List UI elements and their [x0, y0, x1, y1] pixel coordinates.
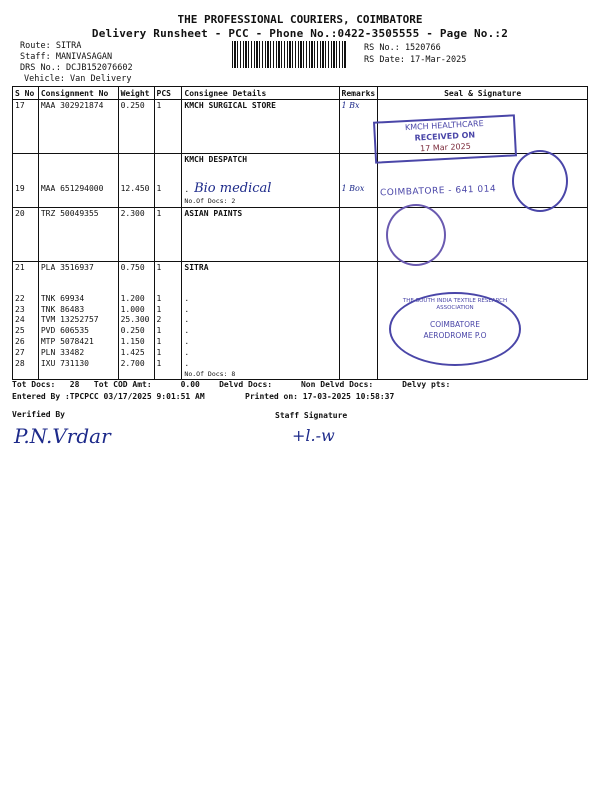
weight: 2.700 [120, 358, 145, 368]
staff-signature-label: Staff Signature [275, 411, 348, 420]
consignment-no: TVM 13252757 [40, 315, 99, 325]
printed-on: Printed on: 17-03-2025 10:58:37 [245, 392, 395, 401]
rs-date: RS Date: 17-Mar-2025 [364, 55, 467, 65]
detail-dot: . [184, 184, 190, 194]
sno: 24 [15, 315, 25, 325]
consignment-no: TNK 86483 [40, 304, 85, 314]
consignee-details: ASIAN PAINTS [182, 208, 339, 262]
consignee-details [182, 154, 339, 208]
round-seal [386, 204, 446, 266]
col-pcs: PCS [154, 87, 182, 100]
col-weight: Weight [118, 87, 154, 100]
weight: 25.300 [120, 315, 150, 325]
consignee-details: SITRA . . . . . . . No.Of Docs: 8 [182, 262, 339, 380]
kmch-received-stamp [373, 114, 517, 163]
sno: 27 [15, 347, 25, 357]
staff-label: Staff: MANIVASAGAN [20, 52, 113, 62]
staff-signature: +l.-w [292, 426, 335, 445]
consignee-name: KMCH DESPATCH [184, 155, 248, 164]
drs-number: DRS No.: DCJB152076602 [20, 63, 133, 73]
weight: 1.150 [120, 336, 145, 346]
pcs: 1 [156, 347, 162, 357]
remark [339, 262, 378, 380]
weight: 1.200 [120, 293, 145, 303]
sno: 17 [13, 100, 39, 154]
weight: 0.750 [120, 263, 145, 272]
entered-by: Entered By :TPCPCC 03/17/2025 9:01:51 AM [12, 392, 205, 401]
col-consignee: Consignee Details [182, 87, 339, 100]
barcode [232, 41, 346, 68]
verified-by-label: Verified By [12, 410, 65, 419]
sno-list [13, 262, 39, 380]
weight-list [118, 262, 154, 380]
weight: 1.000 [120, 304, 145, 314]
detail-dot: . [184, 358, 190, 368]
remark: 1 Bx [339, 100, 378, 154]
remark [339, 208, 378, 262]
col-seal: Seal & Signature [378, 87, 588, 100]
sno: 22 [15, 293, 25, 303]
col-consignment: Consignment No [38, 87, 118, 100]
consignment-list [38, 262, 118, 380]
handwritten-note: Bio medical [194, 180, 272, 196]
pcs: 1 [156, 263, 162, 272]
pcs: 1 [156, 293, 162, 303]
table-header-row [13, 87, 588, 100]
vehicle-label: Vehicle: Van Delivery [24, 74, 132, 84]
weight: 0.250 [120, 326, 145, 336]
sno: 23 [15, 304, 25, 314]
rs-number: RS No.: 1520766 [364, 43, 441, 53]
verified-signature: P.N.Vrdar [14, 424, 111, 448]
consignment-no: MAA 302921874 [38, 100, 118, 154]
stamp-text: COIMBATORE [430, 320, 480, 329]
sno: 19 [13, 154, 39, 208]
consignee-name: SITRA [184, 263, 209, 272]
consignment-no: MTP 5078421 [40, 336, 94, 346]
route-label: Route: SITRA [20, 41, 82, 51]
consignment-no: MAA 651294000 [38, 154, 118, 208]
pcs: 2 [156, 315, 162, 325]
stamp-text: KMCH HEALTHCARE [404, 118, 484, 133]
weight: 1.425 [120, 347, 145, 357]
consignment-no: TNK 69934 [40, 293, 85, 303]
stamp-text: RECEIVED ON [414, 130, 476, 143]
stamp-text: AERODROME P.O [423, 331, 487, 340]
weight: 0.250 [118, 100, 154, 154]
weight: 2.300 [118, 208, 154, 262]
pcs: 1 [156, 358, 162, 368]
sno: 26 [15, 336, 25, 346]
sno: 28 [15, 358, 25, 368]
consignee-details: KMCH SURGICAL STORE [182, 100, 339, 154]
weight: 12.450 [118, 154, 154, 208]
sitra-seal [389, 292, 521, 366]
consignment-no: IXU 731130 [40, 358, 89, 368]
consignment-no: PLA 3516937 [40, 263, 94, 272]
docs-count: No.Of Docs: 2 [184, 196, 236, 205]
pcs: 1 [156, 326, 162, 336]
table-row [13, 208, 588, 262]
stamp-city: COIMBATORE - 641 014 [379, 184, 497, 199]
col-sno: S No [13, 87, 39, 100]
pcs-list [154, 262, 182, 380]
remark: 1 Box [339, 154, 378, 208]
sno: 25 [15, 326, 25, 336]
pcs: 1 [154, 100, 182, 154]
kmch-round-seal [512, 150, 568, 212]
stamp-text: THE SOUTH INDIA TEXTILE RESEARCH ASSOCIATION [402, 298, 508, 311]
docs-count: No.Of Docs: 8 [184, 370, 236, 379]
col-remarks: Remarks [339, 87, 378, 100]
totals-line: Tot Docs: 28 Tot COD Amt: 0.00 Delvd Docs: Non Delvd Docs: Delvy pts: [12, 380, 451, 389]
consignment-no: PLN 33482 [40, 347, 85, 357]
pcs: 1 [156, 336, 162, 346]
company-title: THE PROFESSIONAL COURIERS, COIMBATORE [177, 13, 423, 26]
sno: 20 [13, 208, 39, 262]
sno: 21 [15, 263, 25, 272]
consignment-no: TRZ 50049355 [38, 208, 118, 262]
consignment-no: PVD 606535 [40, 326, 89, 336]
pcs: 1 [154, 208, 182, 262]
pcs: 1 [156, 304, 162, 314]
pcs: 1 [154, 154, 182, 208]
stamp-date: 17 Mar 2025 [419, 141, 472, 154]
table-row [13, 154, 588, 208]
runsheet-subtitle: Delivery Runsheet - PCC - Phone No.:0422-3505555 - Page No.:2 [91, 27, 509, 40]
